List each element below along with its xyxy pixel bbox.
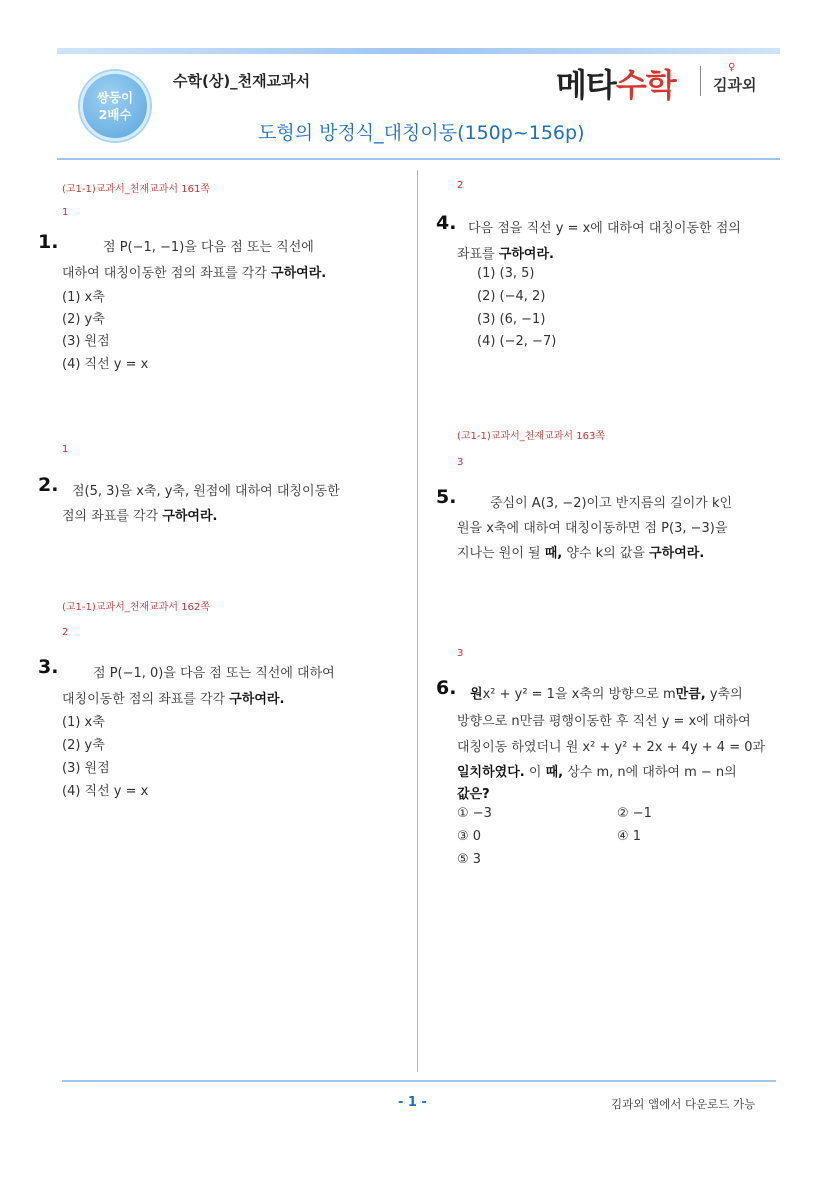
q6-level: 3 [457, 648, 464, 659]
q6-line5 [457, 783, 490, 802]
q6-choice-2: ② −1 [617, 806, 652, 821]
badge-line2: 2배수 [98, 107, 132, 122]
download-note: 김과외 앱에서 다운로드 가능 [611, 1097, 756, 1111]
badge-line1: 쌍둥이 [96, 90, 134, 105]
q3-line2-bold: 구하여라. [229, 692, 285, 707]
q5-line3 [457, 542, 704, 561]
q2-line1: 점(5, 3)을 x축, y축, 원점에 대하여 대칭이동한 [72, 484, 340, 499]
q6-line1 [470, 683, 743, 702]
page-title: 도형의 방정식_대칭이동(150p~156p) [258, 122, 585, 144]
meta-math-logo [556, 60, 676, 106]
q6-line5-bold: 값은? [457, 787, 490, 802]
q3-line1: 점 P(−1, 0)을 다음 점 또는 직선에 대하여 [93, 666, 335, 681]
logo-text-a: 메타 [556, 66, 616, 104]
logo-text-b: 수학 [615, 66, 676, 104]
q5-line3-text-a: 지나는 원이 될 [457, 546, 545, 561]
q2-level: 1 [62, 444, 69, 455]
q6-choice-3: ③ 0 [457, 829, 482, 844]
twin-badge [80, 71, 150, 141]
q6-line1-bold-b: 만큼, [675, 687, 706, 702]
q1-option-1: (1) x축 [62, 290, 105, 305]
q3-option-2: (2) y축 [62, 738, 105, 753]
q6-line4-bold-a: 일치하였다. [457, 765, 525, 780]
q3-option-4: (4) 직선 y = x [62, 784, 149, 799]
q6-line1-text-a: x² + y² = 1을 x축의 방향으로 m [482, 687, 676, 702]
q6-line4-text-a: 이 [524, 765, 546, 780]
q5-number: 5. [436, 486, 457, 508]
q5-line2: 원을 x축에 대하여 대칭이동하면 점 P(3, −3)을 [457, 521, 728, 536]
q2-line2-text: 점의 좌표를 각각 [62, 509, 163, 524]
q6-line1-bold-a: 원 [470, 687, 483, 702]
q4-option-4: (4) (−2, −7) [477, 334, 557, 349]
q1-line2 [62, 262, 326, 281]
q6-choice-4: ④ 1 [617, 829, 642, 844]
q3-line2 [62, 688, 284, 707]
q6-line4 [457, 761, 737, 780]
q3-line2-text: 대칭이동한 점의 좌표를 각각 [62, 692, 230, 707]
q4-option-2: (2) (−4, 2) [477, 289, 546, 304]
q1-line2-bold: 구하여라. [271, 266, 327, 281]
q6-choice-1: ① −3 [457, 806, 492, 821]
q1-option-2: (2) y축 [62, 312, 105, 327]
q6-line1-text-b: y축의 [705, 687, 743, 702]
q4-line2 [457, 243, 554, 262]
q5-line3-bold-a: 때, [544, 546, 563, 561]
title-divider [57, 158, 780, 160]
q3-option-1: (1) x축 [62, 715, 105, 730]
q4-option-3: (3) (6, −1) [477, 312, 546, 327]
q1-option-4: (4) 직선 y = x [62, 357, 149, 372]
person-icon: ♀ [728, 62, 736, 73]
q3-option-3: (3) 원점 [62, 761, 110, 776]
q6-line4-text-b: 상수 m, n에 대하여 m − n의 [563, 765, 737, 780]
q5-line1: 중심이 A(3, −2)이고 반지름의 길이가 k인 [490, 496, 733, 511]
q6-line4-bold-b: 때, [545, 765, 564, 780]
q1-line2-text: 대하여 대칭이동한 점의 좌표를 각각 [62, 266, 272, 281]
q2-line2 [62, 505, 217, 524]
q4-line2-bold: 구하여라. [498, 247, 554, 262]
q4-level: 2 [457, 180, 464, 191]
q5-source: (고1-1)교과서_천재교과서 163쪽 [457, 431, 606, 442]
subject-label: 수학(상)_천재교과서 [173, 72, 311, 90]
q4-line2-text: 좌표를 [457, 247, 499, 262]
q1-option-3: (3) 원점 [62, 334, 110, 349]
q1-line1: 점 P(−1, −1)을 다음 점 또는 직선에 [103, 240, 314, 255]
q5-line3-text-b: 양수 k의 값을 [562, 546, 650, 561]
q1-level: 1 [62, 207, 69, 218]
q5-line3-bold-b: 구하여라. [649, 546, 705, 561]
q6-number: 6. [436, 677, 457, 699]
footer-divider [62, 1080, 776, 1082]
q4-number: 4. [436, 212, 457, 234]
q6-line3: 대칭이동 하였더니 원 x² + y² + 2x + 4y + 4 = 0과 [457, 740, 766, 755]
logo-divider [700, 66, 701, 96]
q4-option-1: (1) (3, 5) [477, 266, 535, 281]
header-top-bar [57, 48, 780, 54]
q3-source: (고1-1)교과서_천재교과서 162쪽 [62, 602, 211, 613]
q2-number: 2. [38, 474, 59, 496]
q6-line2: 방향으로 n만큼 평행이동한 후 직선 y = x에 대하여 [457, 714, 751, 729]
kimgwaoe-logo-text: 김과외 [713, 76, 757, 94]
q2-line2-bold: 구하여라. [162, 509, 218, 524]
q3-number: 3. [38, 656, 59, 678]
q3-level: 2 [62, 627, 69, 638]
q1-number: 1. [38, 231, 59, 253]
q5-level: 3 [457, 457, 464, 468]
q6-choice-5: ⑤ 3 [457, 852, 482, 867]
q4-line1: 다음 점을 직선 y = x에 대하여 대칭이동한 점의 [468, 221, 741, 236]
page-number: - 1 - [398, 1095, 427, 1110]
q1-source: (고1-1)교과서_천재교과서 161쪽 [62, 184, 211, 195]
column-divider [417, 170, 418, 1072]
